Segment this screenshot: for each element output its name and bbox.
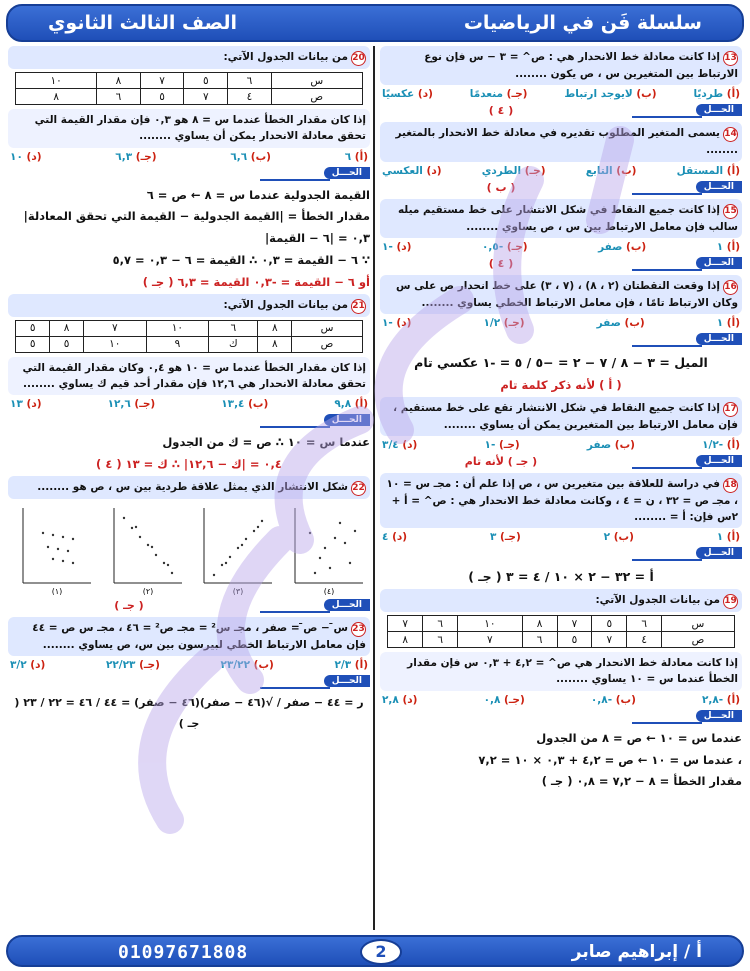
question-text: إذا كان مقدار الخطأ عندما س = ٨ هو ٠,٣ فإن مقدار القيمة التي تحقق معادلة الانحدار يمكن أن يساوي ........: [8, 109, 370, 148]
table-cell: ص: [292, 336, 362, 352]
option-letter: (أ): [723, 317, 740, 330]
option-value: ٦,٦: [230, 150, 248, 163]
options-row: [10, 659, 368, 671]
table-cell: ٦: [97, 89, 141, 105]
option-letter: (د): [398, 438, 418, 451]
answer: ( جـ ) لأنه تام: [464, 454, 538, 468]
option: [490, 531, 521, 543]
option-letter: (ب): [250, 659, 274, 672]
option-letter: (د): [22, 398, 42, 411]
question-16: [380, 275, 742, 397]
question-text: يسمى المتغير المطلوب تقديره في معادلة خط الانحدار بالمتغير ........: [395, 127, 738, 157]
table-cell: ٦: [228, 73, 272, 89]
option-letter: (أ): [351, 398, 368, 411]
options-row: [382, 694, 740, 706]
question-15: [380, 199, 742, 272]
table-cell: ٦: [209, 320, 258, 336]
solution-bar: [380, 455, 742, 470]
options-row: [382, 241, 740, 253]
option: [382, 241, 411, 253]
option-letter: (جـ): [521, 164, 546, 177]
option: [586, 165, 637, 177]
option: [334, 398, 368, 410]
option: [702, 439, 740, 451]
option: [382, 439, 417, 451]
option-value: ٣: [489, 531, 497, 544]
question-text: إذا كانت معادلة خط الانحدار هي : ص^ = ٣ − س فإن نوع الارتباط بين المتغيرين س ، ص يكون ........: [424, 51, 738, 80]
option-letter: (د): [414, 88, 433, 101]
options-row: [382, 531, 740, 543]
question-23: [8, 617, 370, 735]
option-letter: (أ): [723, 438, 740, 451]
option-letter: (أ): [723, 531, 740, 544]
option-letter: (ب): [610, 531, 634, 544]
option-letter: (جـ): [500, 693, 525, 706]
option-letter: (أ): [351, 150, 368, 163]
solution-bar: [380, 104, 742, 119]
question-17: [380, 397, 742, 470]
option-value: ١٣: [10, 398, 23, 411]
table-cell: س: [292, 320, 362, 336]
option-letter: (ب): [612, 164, 637, 177]
option: [230, 151, 271, 163]
question-text: في دراسة للعلاقة بين متغيرين س ، ص إذا علم أن : مجـ س = ١٠ ، مجـ ص = ٣٢ ، ن = ٤ ، وكانت معادلة خط الانحدار هي : ص^ = أ + ٢س فإن: أ = ........: [386, 477, 738, 524]
solution-label: الحـــل: [696, 181, 742, 193]
option-value: المستقل: [676, 164, 724, 177]
option-value: الطردي: [481, 164, 522, 177]
option: [597, 317, 645, 329]
option: [717, 241, 740, 253]
solution-line: عندما س = ١٠ ← ص = ٨ من الجدول: [536, 730, 742, 745]
table-cell: ٧: [458, 632, 523, 648]
table-cell: ٨: [97, 73, 141, 89]
scatter-plot-2: [104, 503, 184, 595]
option: [10, 151, 41, 163]
table-cell: ٥: [140, 89, 184, 105]
right-column: [380, 46, 742, 930]
question-20: [8, 46, 370, 294]
option-letter: (جـ): [135, 659, 160, 672]
table-cell: ٨: [522, 616, 557, 632]
solution-label: الحـــل: [696, 710, 742, 722]
option-value: صفر: [596, 317, 621, 330]
table-cell: ٧: [557, 616, 592, 632]
plot-label: (١): [51, 586, 63, 595]
option-value: ٩,٨: [334, 398, 352, 411]
table-cell: ٥: [557, 632, 592, 648]
solution-label: الحـــل: [324, 599, 370, 611]
option-letter: (أ): [351, 659, 368, 672]
table-cell: ٧: [84, 320, 147, 336]
table-cell: ١٠: [458, 616, 523, 632]
page-header: [6, 4, 744, 42]
solution-line: عندما س = ١٠ ∴ ص = ك من الجدول: [162, 435, 370, 450]
question-13: [380, 46, 742, 119]
option-value: طرديًا: [693, 88, 724, 101]
table-cell: ٦: [423, 632, 458, 648]
option-letter: (ب): [611, 438, 635, 451]
series-title: سلسلة فَن في الرياضيات: [463, 12, 702, 34]
question-18: [380, 473, 742, 589]
solution-label: الحـــل: [696, 455, 742, 467]
option: [717, 317, 740, 329]
option: [382, 694, 417, 706]
option-letter: (ب): [622, 240, 647, 253]
question-number: 15: [723, 204, 738, 219]
left-column: [8, 46, 370, 930]
table-cell: ص: [271, 89, 362, 105]
options-row: [10, 151, 368, 163]
option-letter: (جـ): [503, 88, 528, 101]
question-number: 16: [723, 280, 738, 295]
option-letter: (جـ): [130, 398, 156, 411]
option-letter: (أ): [723, 164, 740, 177]
plot-label: (٣): [232, 586, 244, 595]
table-cell: ٨: [258, 336, 292, 352]
option-letter: (د): [398, 693, 418, 706]
table-title: من بيانات الجدول الآتي:: [223, 51, 348, 63]
question-text: س̄ − ص̄ = صفر ، مجـ س² = مجـ ص² = ٤٦ ، مجـ س ص = ٤٤ فإن معامل الارتباط الخطي لبيرسون بين س، ص يساوي ........: [32, 621, 366, 651]
table-cell: ٦: [423, 616, 458, 632]
table-row: [16, 336, 363, 352]
table-row: [16, 73, 363, 89]
solution-bar: [380, 257, 742, 272]
solution-line: ∵ ٦ − القيمة = ٠,٣ ∴ القيمة = ٦ − ٠,٣ = ٥,٧: [112, 253, 370, 268]
table-cell: ٩: [146, 336, 209, 352]
table-cell: ٧: [388, 616, 423, 632]
option-value: ٢,٨: [382, 693, 399, 706]
option-value: منعدمًا: [469, 88, 504, 101]
option-letter: (د): [26, 659, 46, 672]
option: [106, 659, 160, 671]
option: [334, 659, 368, 671]
option-letter: (جـ): [496, 531, 521, 544]
option-value: ٢٣/٢٢: [220, 659, 251, 672]
solution-line: مقدار الخطأ = ٨ − ٧,٢ = ٠,٨ ( جـ ): [541, 774, 742, 789]
plot-label: (٤): [323, 586, 335, 595]
option-letter: (ب): [620, 317, 645, 330]
option-value: ٠,٨: [483, 693, 501, 706]
data-table: [387, 615, 735, 648]
question-number: 14: [723, 127, 738, 142]
option-letter: (د): [422, 164, 442, 177]
solution-bar: [8, 675, 370, 690]
option-value: ٣/٤: [382, 438, 399, 451]
option-letter: (د): [22, 150, 42, 163]
option: [484, 694, 525, 706]
table-cell: ١٠: [146, 320, 209, 336]
option-value: ٦,٣: [115, 150, 133, 163]
options-row: [10, 398, 368, 410]
option-value: ١/٢: [483, 317, 501, 330]
solution-label: الحـــل: [696, 104, 742, 116]
table-cell: س: [271, 73, 362, 89]
solution-label: الحـــل: [696, 547, 742, 559]
options-row: [382, 165, 740, 177]
option-value: ١٢,٦: [107, 398, 131, 411]
option-letter: (جـ): [495, 438, 520, 451]
table-cell: ٥: [16, 320, 50, 336]
option: [108, 398, 156, 410]
option: [382, 317, 411, 329]
option-value: التابع: [585, 164, 613, 177]
solution-label: الحـــل: [324, 675, 370, 687]
option-letter: (د): [388, 531, 408, 544]
option: [702, 694, 740, 706]
phone-number: 01097671808: [118, 942, 249, 963]
option: [345, 151, 368, 163]
option-letter: (جـ): [132, 150, 157, 163]
data-table: [15, 320, 363, 353]
table-title: من بيانات الجدول الآتي:: [595, 594, 720, 607]
table-cell: ٦: [627, 616, 662, 632]
option: [382, 165, 442, 177]
table-row: [16, 89, 363, 105]
options-row: [382, 88, 740, 100]
option: [10, 398, 41, 410]
option-letter: (د): [392, 240, 412, 253]
solution-label: الحـــل: [324, 167, 370, 179]
option-value: ١٣,٤: [221, 398, 245, 411]
solution-line: أو ٦ − القيمة = -٠,٣ القيمة = ٦,٣ ( جـ ): [142, 274, 370, 289]
option-value: -٠,٥: [482, 240, 504, 253]
table-row: [388, 632, 735, 648]
option-value: صفر: [586, 438, 612, 451]
option: [717, 531, 740, 543]
option-value: ١: [716, 317, 724, 330]
table-cell: ٥: [50, 336, 84, 352]
answer: ( جـ ): [114, 598, 144, 612]
solution-label: الحـــل: [696, 257, 742, 269]
table-cell: ٥: [16, 336, 50, 352]
option: [604, 531, 634, 543]
option: [10, 659, 45, 671]
option-letter: (د): [392, 317, 412, 330]
option-letter: (ب): [632, 88, 657, 101]
option-letter: (ب): [612, 693, 636, 706]
solution-label: الحـــل: [324, 414, 370, 426]
option-value: عكسيًا: [382, 88, 415, 101]
table-cell: ٦: [522, 632, 557, 648]
answer: ( ب ): [486, 180, 516, 194]
option-value: -١: [382, 317, 393, 330]
option: [598, 241, 646, 253]
option-value: ٦: [344, 150, 352, 163]
option-letter: (جـ): [500, 317, 525, 330]
option-value: ٤: [382, 531, 389, 544]
table-title: من بيانات الجدول الآتي:: [223, 298, 348, 311]
table-cell: ١٠: [84, 336, 147, 352]
option: [470, 88, 528, 100]
option: [693, 88, 740, 100]
option: [221, 398, 268, 410]
option: [382, 88, 433, 100]
option-value: ١٠: [10, 150, 23, 163]
table-cell: س: [662, 616, 735, 632]
table-cell: ٧: [140, 73, 184, 89]
page-number: 2: [360, 939, 402, 965]
option: [482, 241, 528, 253]
option: [382, 531, 407, 543]
question-number: 22: [351, 481, 366, 496]
solution-bar: [380, 181, 742, 196]
author-name: أ / إبراهيم صابر: [571, 942, 702, 962]
option-value: -٢,٨: [701, 693, 724, 706]
question-number: 20: [351, 51, 366, 66]
option-value: -١: [484, 438, 496, 451]
question-number: 17: [723, 402, 738, 417]
question-19: [380, 589, 742, 793]
question-14: [380, 122, 742, 195]
solution-line: ر = ٤٤ − صفر / √(٤٦ − صفر)(٤٦ − صفر) = ٤٤ / ٤٦ = ٢٢ / ٢٣ ( جـ ): [14, 696, 364, 731]
option-value: -١: [382, 240, 393, 253]
option-value: -٠,٨: [590, 693, 613, 706]
solution-line: ( أ ) لأنه ذكر كلمة تام: [500, 377, 622, 392]
table-cell: ك: [209, 336, 258, 352]
solution-bar: [380, 333, 742, 348]
column-divider: [373, 46, 375, 930]
option-letter: (أ): [723, 693, 740, 706]
solution-line: القيمة الجدولية عندما س = ٨ ← ص = ٦: [146, 187, 370, 202]
scatter-plot-1: [13, 503, 93, 595]
solution-bar: [380, 547, 742, 562]
solution-label: الحـــل: [696, 333, 742, 345]
question-22: [8, 476, 370, 614]
option-value: العكسي: [382, 164, 423, 177]
option-value: ٢: [603, 531, 611, 544]
solution-line: ٠,٣ = |٦ − القيمة|: [264, 231, 370, 246]
table-cell: ٨: [16, 89, 97, 105]
solution-line: ٠,٤ = |ك − ١٢,٦| ∴ ك = ١٣ ( ٤ ): [96, 457, 282, 472]
option-value: ٣/٢: [10, 659, 27, 672]
option-value: ١: [716, 531, 724, 544]
question-text: إذا وقعت النقطتان (٢ ، ٨) ، (٧ ، ٣) على خط انحدار ص على س وكان الارتباط تامًا ، فإن معامل الارتباط الخطي يساوي ........: [396, 279, 738, 309]
question-text: إذا كانت جميع النقاط في شكل الانتشار على خط مستقيم ميله سالب فإن معامل الارتباط بين س ، ص يساوي ........: [397, 203, 738, 233]
question-text: إذا كانت معادلة خط الانحدار هي ص^ = ٤,٢ + ٠,٣ س فإن مقدار الخطأ عندما س = ١٠ يساوي ........: [380, 652, 742, 691]
table-cell: ٨: [258, 320, 292, 336]
table-cell: ٧: [184, 89, 228, 105]
option: [564, 88, 656, 100]
scatter-plots: [8, 503, 370, 595]
option-value: ١: [716, 240, 724, 253]
option: [482, 165, 546, 177]
table-cell: ص: [662, 632, 735, 648]
question-number: 18: [723, 478, 738, 493]
answer: ( ٤ ): [488, 256, 514, 270]
question-number: 19: [723, 594, 738, 609]
option: [677, 165, 740, 177]
table-cell: ٥: [184, 73, 228, 89]
option-letter: (أ): [723, 88, 740, 101]
question-text: إذا كان مقدار الخطأ عندما س = ١٠ هو ٠,٤ وكان مقدار القيمة التي تحقق معادلة الانحدار هي ١٢,٦ فإن مقدار أحد قيم ك يساوي ........: [8, 357, 370, 396]
option-letter: (ب): [247, 150, 271, 163]
solution-bar: [8, 167, 370, 182]
option-value: صفر: [598, 240, 623, 253]
table-cell: ٥: [592, 616, 627, 632]
option: [483, 317, 524, 329]
options-row: [382, 317, 740, 329]
option-value: ٢/٣: [334, 659, 352, 672]
solution-bar: [8, 414, 370, 429]
option-letter: (جـ): [503, 240, 528, 253]
solution-bar: [8, 599, 370, 614]
option: [221, 659, 274, 671]
table-cell: ٨: [50, 320, 84, 336]
solution-line: الميل = ٣ − ٨ / ٧ − ٢ = −٥ / ٥ = -١ عكسي تام: [414, 355, 708, 371]
table-row: [16, 320, 363, 336]
question-21: [8, 294, 370, 476]
grade-title: الصف الثالث الثانوي: [48, 12, 238, 34]
scatter-plot-4: [285, 503, 365, 595]
option-letter: (أ): [723, 240, 740, 253]
plot-label: (٢): [142, 586, 154, 595]
data-table: [15, 72, 363, 105]
answer: ( ٤ ): [488, 104, 514, 118]
option-value: -١/٢: [702, 438, 724, 451]
table-cell: ١٠: [16, 73, 97, 89]
option-value: لايوجد ارتباط: [564, 88, 633, 101]
scatter-plot-3: [194, 503, 274, 595]
options-row: [382, 439, 740, 451]
question-number: 23: [351, 622, 366, 637]
solution-line: ، عندما س = ١٠ ← ص = ٤,٢ + ٠,٣ × ١٠ = ٧,٢: [478, 752, 742, 767]
solution-line: مقدار الخطأ = |القيمة الجدولية − القيمة التي تحقق المعادلة|: [23, 209, 370, 224]
option: [115, 151, 156, 163]
solution-bar: [380, 710, 742, 725]
table-row: [388, 616, 735, 632]
option: [587, 439, 635, 451]
page-footer: [6, 935, 744, 967]
question-number: 13: [723, 51, 738, 66]
solution-line: أ = ٣٢ − ٢ × ١٠ / ٤ = ٣ ( جـ ): [468, 569, 654, 585]
option-letter: (ب): [244, 398, 269, 411]
table-cell: ٤: [228, 89, 272, 105]
option-value: ٢٢/٢٣: [105, 659, 136, 672]
option: [591, 694, 636, 706]
table-cell: ٤: [627, 632, 662, 648]
question-text: إذا كانت جميع النقاط في شكل الانتشار تقع على خط مستقيم ، فإن معامل الارتباط بين المتغيرين يمكن أن يساوي ........: [393, 401, 738, 431]
question-text: شكل الانتشار الذي يمثل علاقة طردية بين س ، ص هو ........: [37, 480, 348, 493]
option: [485, 439, 520, 451]
table-cell: ٨: [388, 632, 423, 648]
table-cell: ٧: [592, 632, 627, 648]
question-number: 21: [351, 299, 366, 314]
